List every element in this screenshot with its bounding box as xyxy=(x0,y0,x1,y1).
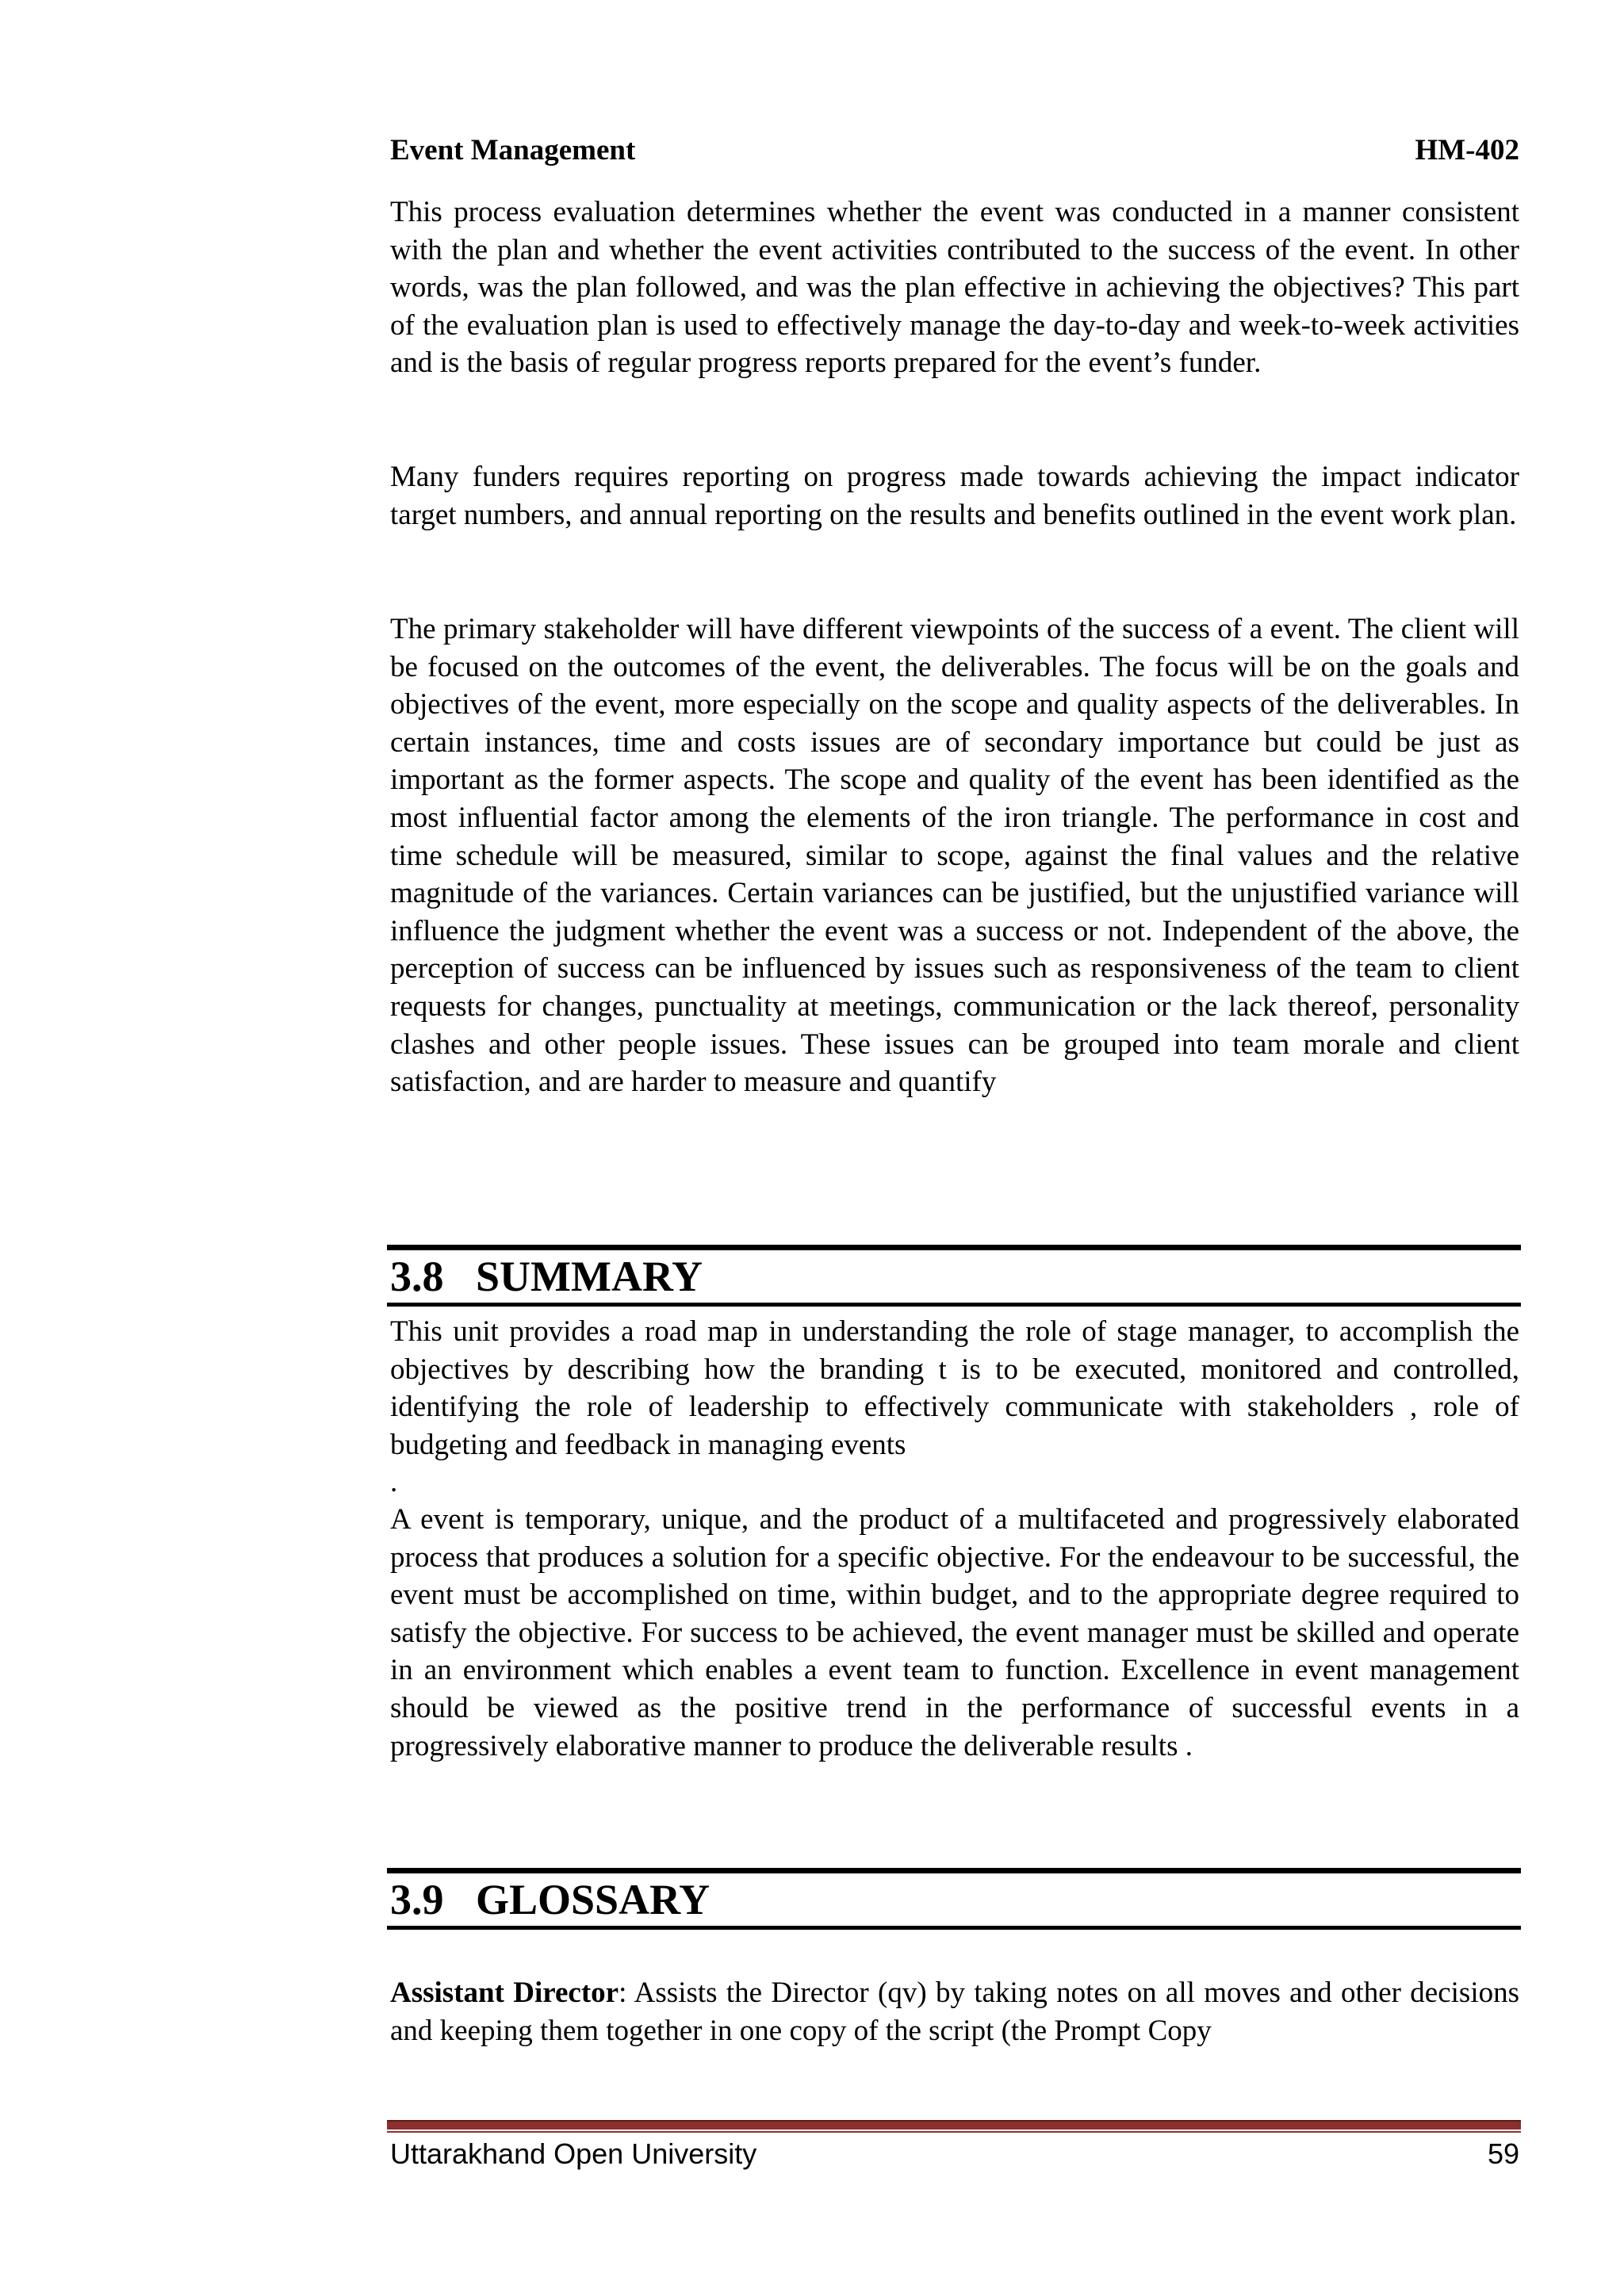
section-heading-glossary xyxy=(387,1868,1521,1930)
course-code: HM-402 xyxy=(1415,134,1519,166)
section-number: 3.9 xyxy=(390,1876,444,1923)
glossary-term: Assistant Director xyxy=(390,1976,619,2009)
glossary-definition: : Assists the Director (qv) by taking notes on all moves and other decisions and keeping them together in one copy of the script (the Prompt Copy xyxy=(390,1976,1520,2047)
page-header xyxy=(390,133,1519,178)
paragraph-funders-reporting: Many funders requires reporting on progress made towards achieving the impact indicator target numbers, and annual reporting on the results and benefits outlined in the event work plan. xyxy=(390,461,1519,531)
summary-paragraph-2: A event is temporary, unique, and the product of a multifaceted and progressively elaborated process that produces a solution for a specific objective. For the endeavour to be successful, the event must be accomplished on time, within budget, and to the appropriate degree required to satisfy the objective. For success to be achieved, the event manager must be skilled and operate in an environment which enables a event team to function. Excellence in event management should be viewed as the positive trend in the performance of successful events in a progressively elaborative manner to produce the deliverable results . xyxy=(390,1503,1519,1762)
footer-rule xyxy=(387,2120,1521,2130)
page-number: 59 xyxy=(1487,2137,1519,2170)
footer-rule-thin xyxy=(387,2131,1521,2133)
section-title: GLOSSARY xyxy=(476,1876,710,1923)
paragraph-process-evaluation: This process evaluation determines whether the event was conducted in a manner consistent with the plan and whether the event activities contributed to the success of the event. In other words, was the plan followed, and was the plan effective in achieving the objectives? This part of the evaluation plan is used to effectively manage the day-to-day and week-to-week activities and is the basis of regular progress reports prepared for the event’s funder. xyxy=(390,196,1519,380)
section-title: SUMMARY xyxy=(476,1253,703,1300)
section-heading-summary xyxy=(387,1245,1521,1307)
page-footer xyxy=(390,2134,1519,2174)
section-number: 3.8 xyxy=(390,1253,444,1300)
summary-paragraph-1: This unit provides a road map in understanding the role of stage manager, to accomplish the objectives by describing how the branding t is to be executed, monitored and controlled, identifying the role of leadership to effectively communicate with stakeholders , role of budgeting and feedback in managing events xyxy=(390,1315,1519,1461)
summary-paragraph-1-tail: . xyxy=(390,1466,398,1498)
glossary-entry xyxy=(390,1974,1519,2049)
paragraph-stakeholder-viewpoints: The primary stakeholder will have different viewpoints of the success of a event. The client will be focused on the outcomes of the event, the deliverables. The focus will be on the goals and objectives of the event, more especially on the scope and quality aspects of the deliverables. In certain instances, time and costs issues are of secondary importance but could be just as important as the former aspects. The scope and quality of the event has been identified as the most influential factor among the elements of the iron triangle. The performance in cost and time schedule will be measured, similar to scope, against the final values and the relative magnitude of the variances. Certain variances can be justified, but the unjustified variance will influence the judgment whether the event was a success or not. Independent of the above, the perception of success can be influenced by issues such as responsiveness of the team to client requests for changes, punctuality at meetings, communication or the lack thereof, personality clashes and other people issues. These issues can be grouped into team morale and client satisfaction, and are harder to measure and quantify xyxy=(390,613,1519,1099)
institution-name: Uttarakhand Open University xyxy=(390,2137,757,2170)
course-title: Event Management xyxy=(390,134,636,166)
